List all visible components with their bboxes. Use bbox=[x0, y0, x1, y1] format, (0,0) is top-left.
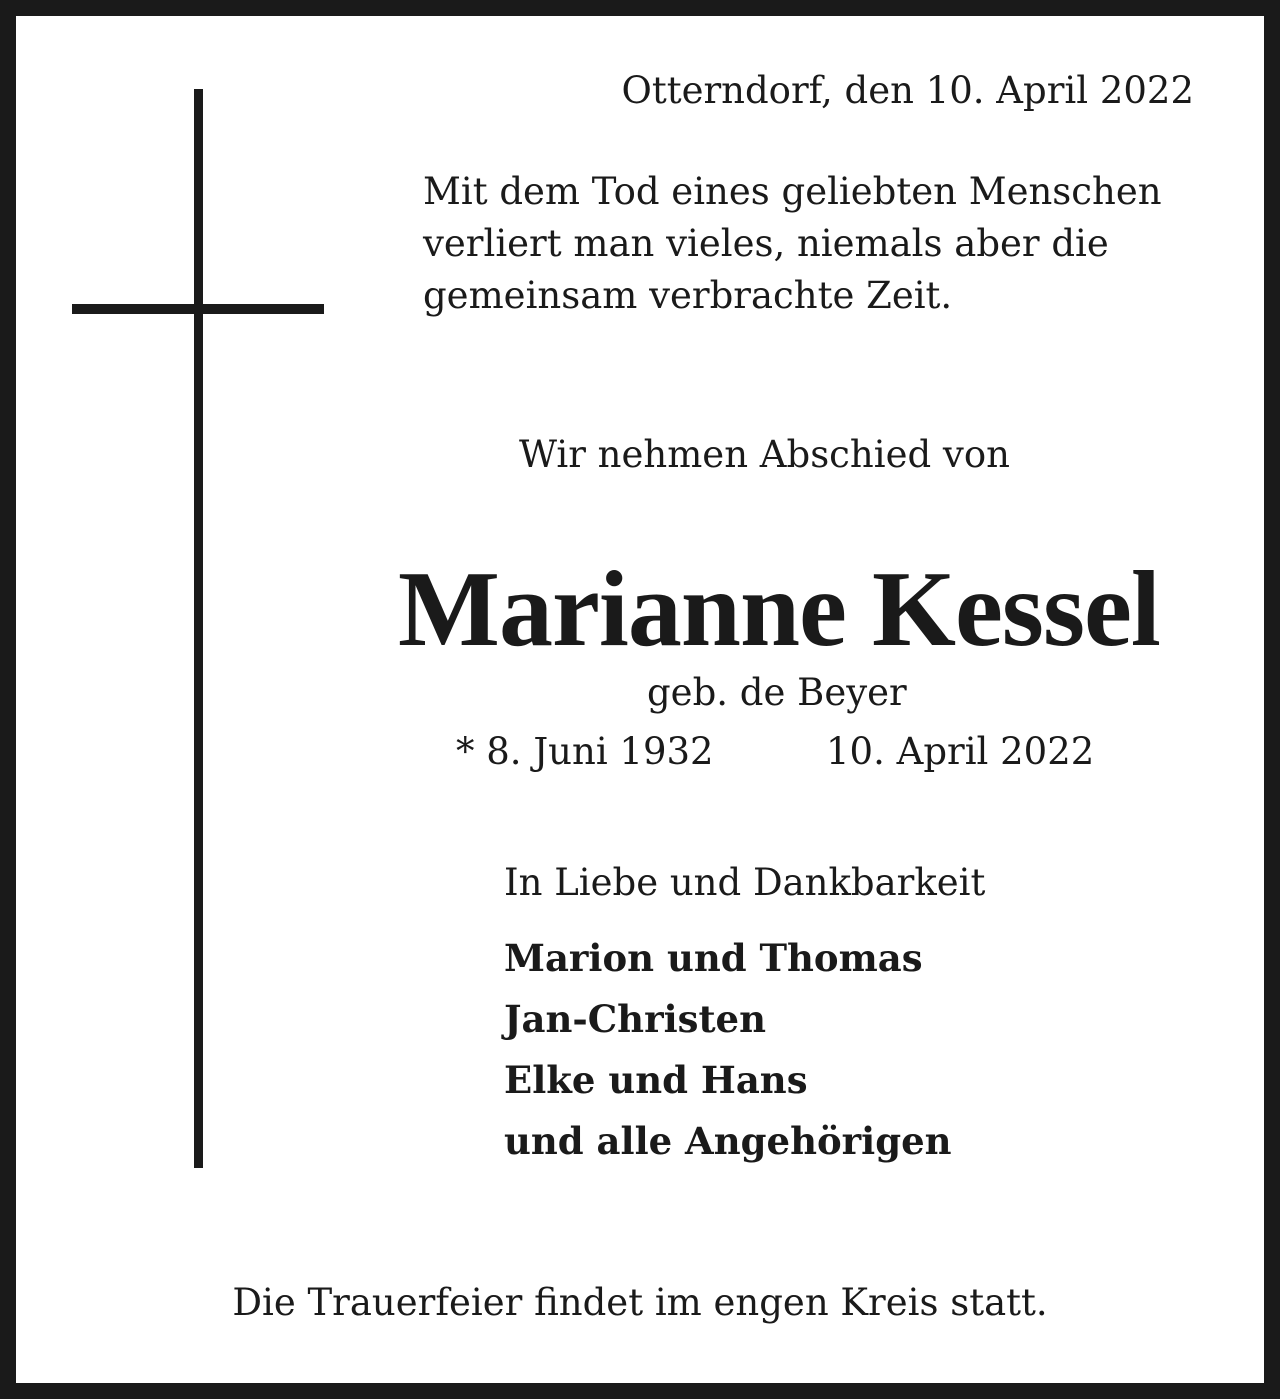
quote-line: gemeinsam verbrachte Zeit. bbox=[423, 274, 953, 317]
maiden-name: geb. de Beyer bbox=[647, 671, 907, 714]
mourner-name: und alle Angehörigen bbox=[504, 1119, 952, 1163]
birth-date: * 8. Juni 1932 bbox=[456, 730, 714, 773]
funeral-note: Die Trauerfeier findet im engen Kreis statt. bbox=[232, 1281, 1048, 1324]
deceased-name: Marianne Kessel bbox=[398, 550, 1160, 669]
quote bbox=[423, 166, 1162, 322]
mourner-name: Elke und Hans bbox=[504, 1058, 808, 1102]
quote-line: verliert man vieles, niemals aber die bbox=[423, 222, 1109, 265]
closing-line: In Liebe und Dankbarkeit bbox=[504, 861, 986, 904]
farewell-intro: Wir nehmen Abschied von bbox=[519, 433, 1010, 476]
quote-line: Mit dem Tod eines geliebten Menschen bbox=[423, 170, 1162, 213]
mourner-name: Jan-Christen bbox=[504, 997, 766, 1041]
place-date: Otterndorf, den 10. April 2022 bbox=[621, 69, 1194, 112]
death-date: 10. April 2022 bbox=[826, 730, 1095, 773]
cross-icon-beam bbox=[72, 304, 324, 314]
mourner-name: Marion und Thomas bbox=[504, 936, 923, 980]
cross-icon bbox=[194, 89, 203, 1168]
mourners-list bbox=[504, 928, 952, 1172]
